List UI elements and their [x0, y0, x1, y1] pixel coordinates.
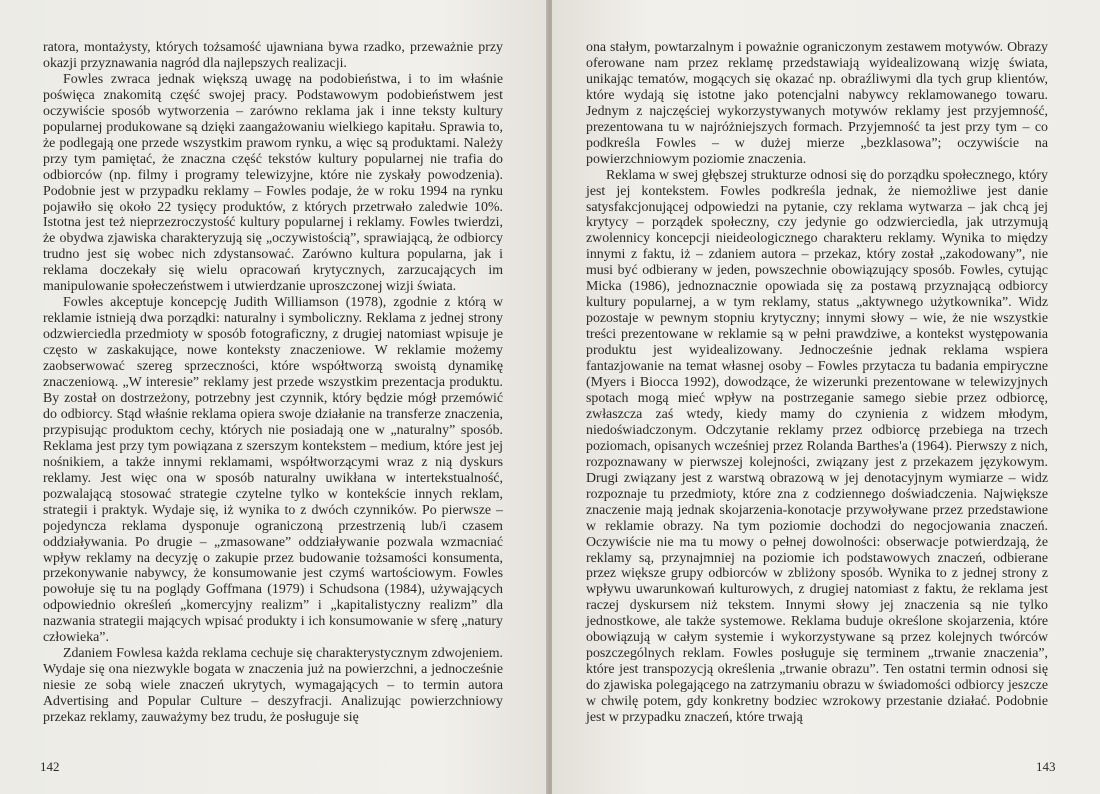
paragraph: Fowles zwraca jednak większą uwagę na podobieństwa, i to im właśnie poświęca znakomitą część swojej pracy. Podstawowym podobieństwem jest oczywiście sposób wytworzenia – zarówno reklama jak i inne teksty kultury popularnej produkowane są dzięki zaangażowaniu wielkiego kapitału. Sprawia to, że podlegają one przede wszystkim prawom rynku, a więc są produktami. Należy przy tym pamiętać, że znaczna część tekstów kultury popularnej nie trafia do odbiorców (np. filmy i programy telewizyjne, które nie zyskały powodzenia). Podobnie jest w przypadku reklamy – Fowles podaje, że w roku 1994 na rynku pojawiło się około 22 tysięcy produktów, z których przetrwało zaledwie 10%. Istotna jest też nieprzezroczystość kultury popularnej i reklamy. Fowles twierdzi, że obydwa zjawiska charakteryzują się „oczywistością”, sprawiającą, że odbiorcy trudno jest się wobec nich zdystansować. Zarówno kultura popularna, jak i reklama doczekały się wielu opracowań krytycznych, zarzucających im manipulowanie społeczeństwem i utwierdzanie uproszczonej wizji świata. [43, 71, 503, 295]
right-page [552, 0, 1100, 794]
page-number: 143 [1036, 759, 1056, 774]
paragraph: Fowles akceptuje koncepcję Judith Williamson (1978), zgodnie z którą w reklamie istnieją dwa porządki: naturalny i symboliczny. Reklama z jednej strony odzwierciedla przedmioty w sposób fotograficzny, z drugiej natomiast wpisuje je często w zaskakujące, nowe konteksty znaczeniowe. W reklamie możemy zaobserwować szereg sprzeczności, które współtworzą swoistą dynamikę znaczeniową. „W interesie” reklamy jest przede wszystkim prezentacja produktu. By został on dostrzeżony, potrzebny jest czynnik, który będzie mógł przemówić do odbiorcy. Stąd właśnie reklama opiera swoje działanie na transferze znaczenia, przypisując produktom cechy, których nie posiadają one w „naturalny” sposób. Reklama jest przy tym powiązana z szerszym kontekstem – medium, które jest jej nośnikiem, a także innymi reklamami, współtworzącymi wraz z nią dyskurs reklamy. Jest więc ona w sposób naturalny uwikłana w intertekstualność, pozwalającą stosować strategie czytelne tylko w kontekście innych reklam, strategii i praktyk. Wydaje się, iż wynika to z dwóch czynników. Po pierwsze – pojedyncza reklama dysponuje ograniczoną przestrzenią lub/i czasem oddziaływania. Po drugie – „zmasowane” oddziaływanie pozwala wzmacniać wpływ reklamy na decyzję o zakupie przez budowanie tożsamości konsumenta, przekonywanie nabywcy, że konsumowanie jest czymś wartościowym. Fowles powołuje się tu na poglądy Goffmana (1979) i Schudsona (1984), używających odpowiednio określeń „komercyjny realizm” i „kapitalistyczny realizm” dla nazwania strategii mających wpisać produkty i ich konsumowanie w sferę „natury człowieka”. [43, 295, 503, 646]
page-number: 142 [40, 759, 60, 774]
paragraph: ratora, montażysty, których tożsamość ujawniana bywa rzadko, przeważnie przy okazji przyznawania nagród dla najlepszych realizacji. [43, 40, 503, 71]
left-page [0, 0, 548, 794]
paragraph: Reklama w swej głębszej strukturze odnosi się do porządku społecznego, który jest jej kontekstem. Fowles podkreśla jednak, że niemożliwe jest danie satysfakcjonującej odpowiedzi na pytanie, czy reklama wytwarza – jak chcą jej krytycy – porządek społeczny, czy jedynie go odzwierciedla, jak utrzymują zwolennicy koncepcji nieideologicznego charakteru reklamy. Wynika to między innymi z faktu, iż – zdaniem autora – przekaz, który został „zakodowany”, nie musi być odbierany w jeden, powszechnie obowiązujący sposób. Fowles, cytując Micka (1986), jednoznacznie opowiada się za postawą przyznającą odbiorcy kultury popularnej, a w tym reklamy, status „aktywnego użytkownika”. Widz pozostaje w pewnym stopniu krytyczny; innymi słowy – wie, że nie wszystkie treści prezentowane w reklamie są w pełni prawdziwe, a kontekst występowania produktu jest wyidealizowany. Jednocześnie jednak reklama wspiera fantazjowanie na temat własnej osoby – Fowles przytacza tu badania empiryczne (Myers i Biocca 1992), dowodzące, że wizerunki prezentowane w telewizyjnych spotach mogą mieć wpływ na postrzeganie samego siebie przez odbiorcę, zwłaszcza zaś wtedy, kiedy mamy do czynienia z widzem młodym, niedoświadczonym. Odczytanie reklamy przez odbiorcę przebiega na trzech poziomach, opisanych wcześniej przez Rolanda Barthes'a (1964). Pierwszy z nich, rozpoznawany w pierwszej kolejności, związany jest z przekazem językowym. Drugi związany jest z warstwą obrazową w jej denotacyjnym wymiarze – widz rozpoznaje tu przedmioty, które zna z codziennego doświadczenia. Największe znaczenie mają jednak skojarzenia-konotacje przywoływane przez przedstawione w reklamie obrazy. Na tym poziomie dochodzi do negocjowania znaczeń. Oczywiście nie ma tu mowy o pełnej dowolności: obserwacje potwierdzają, że reklamy są, przynajmniej na poziomie ich podstawowych znaczeń, odbierane przez większe grupy odbiorców w zbliżony sposób. Wynika to z jednej strony z wpływu uwarunkowań kulturowych, z drugiej natomiast z faktu, że reklama jest raczej dyskursem niż tekstem. Innymi słowy jej znaczenia są nie tylko jednostkowe, ale także systemowe. Reklama buduje określone skojarzenia, które obowiązują w całym systemie i wykorzystywane są przez kolejnych twórców poszczególnych reklam. Fowles posługuje się terminem „trwanie znaczenia”, które jest transpozycją określenia „trwanie obrazu”. Ten ostatni termin odnosi się do zjawiska polegającego na zatrzymaniu obrazu w świadomości odbiorcy jeszcze w chwilę potem, gdy konkretny bodziec wzrokowy przestanie działać. Podobnie jest w przypadku znaczeń, które trwają [586, 167, 1048, 726]
paragraph: Zdaniem Fowlesa każda reklama cechuje się charakterystycznym zdwojeniem. Wydaje się ona niezwykle bogata w znaczenia już na powierzchni, a jednocześnie niesie ze sobą wiele znaczeń ukrytych, wymagających – to termin autora Advertising and Popular Culture – deszyfracji. Analizując powierzchniowy przekaz reklamy, zauważymy bez trudu, że posługuje się [43, 646, 503, 726]
left-page-text [43, 40, 503, 726]
right-page-text [586, 40, 1048, 726]
paragraph: ona stałym, powtarzalnym i poważnie ograniczonym zestawem motywów. Obrazy oferowane nam przez reklamę przedstawiają wyidealizowaną wizję świata, unikając tematów, mogących się okazać np. obraźliwymi dla tych grup klientów, które wydają się istotne jako potencjalni nabywcy reklamowanego towaru. Jednym z najczęściej wykorzystywanych motywów reklamy jest przyjemność, prezentowana tu w najróżniejszych formach. Przyjemność ta jest przy tym – co podkreśla Fowles – w dużej mierze „bezklasowa”; oczywiście na powierzchniowym poziomie znaczenia. [586, 40, 1048, 167]
